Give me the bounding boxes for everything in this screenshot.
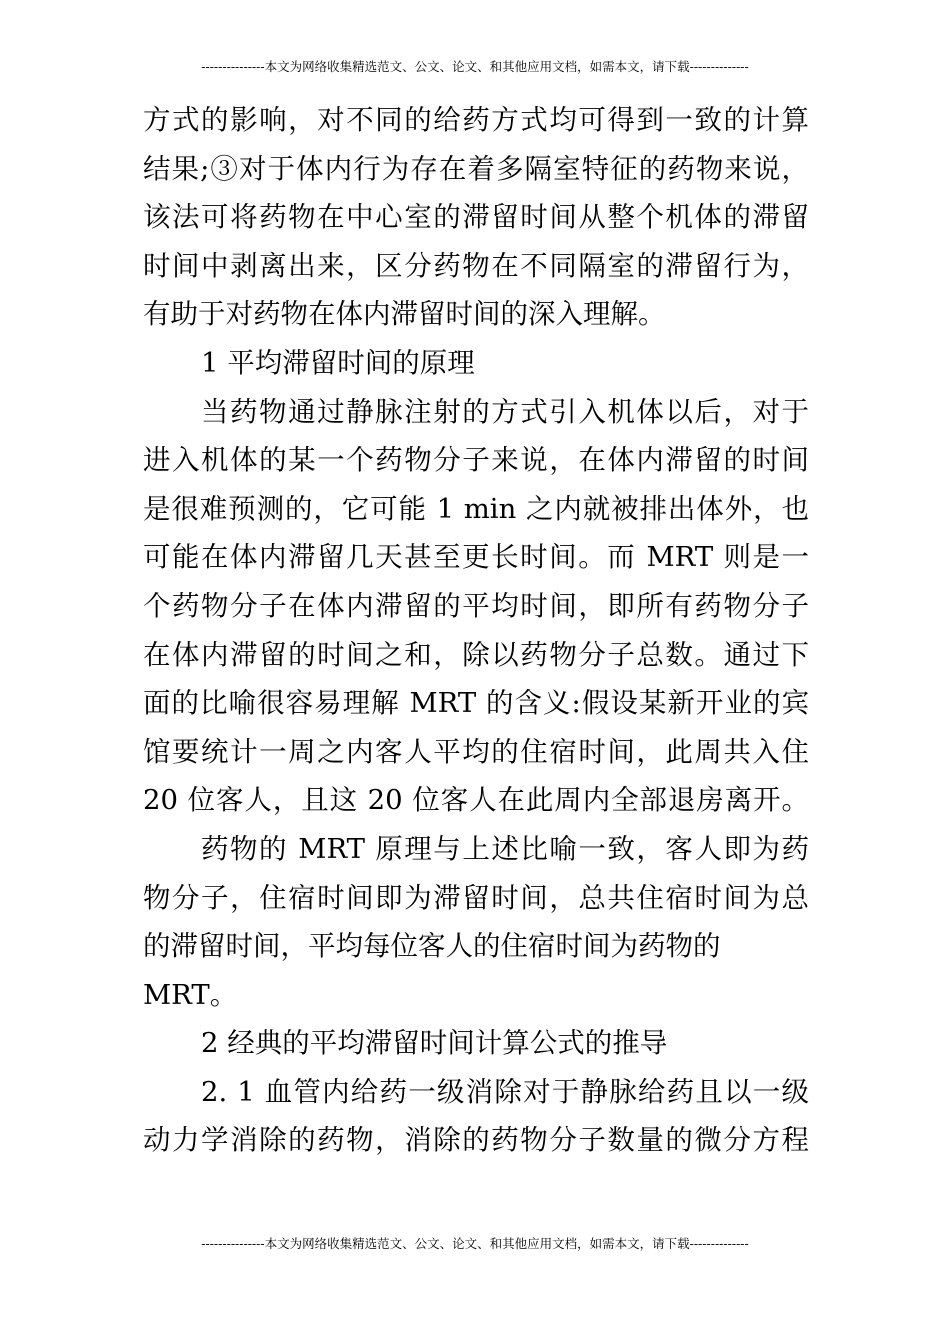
text-line: 有助于对药物在体内滞留时间的深入理解。: [143, 298, 666, 331]
text-line: 进入机体的某一个药物分子来说，在体内滞留的时间: [143, 444, 809, 477]
text-line: 是很难预测的，它可能 1 min 之内就被排出体外，也: [143, 492, 809, 525]
section-heading-1: 1 平均滞留时间的原理: [201, 346, 475, 379]
page-header-banner: ---------------本文为网络收集精选范文、公文、论文、和其他应用文档，如需本文，请下载--------------: [201, 59, 749, 74]
text-line: 面的比喻很容易理解 MRT 的含义:假设某新开业的宾: [143, 687, 809, 720]
text-line: 药物的 MRT 原理与上述比喻一致，客人即为药: [201, 832, 809, 865]
text-line: 的滞留时间，平均每位客人的住宿时间为药物的: [143, 930, 721, 963]
text-line: MRT。: [143, 978, 238, 1011]
text-line: 物分子，住宿时间即为滞留时间，总共住宿时间为总: [143, 881, 809, 914]
text-line: 时间中剥离出来，区分药物在不同隔室的滞留行为，: [143, 249, 809, 282]
text-line: 当药物通过静脉注射的方式引入机体以后，对于: [201, 395, 809, 428]
section-heading-2: 2 经典的平均滞留时间计算公式的推导: [201, 1027, 668, 1060]
text-line: 方式的影响，对不同的给药方式均可得到一致的计算: [143, 104, 809, 136]
page-footer-banner: ---------------本文为网络收集精选范文、公文、论文、和其他应用文档，如需本文，请下载--------------: [201, 1236, 749, 1251]
subsection-heading-2-1: 2. 1 血管内给药一级消除对于静脉给药且以一级: [201, 1075, 809, 1108]
document-body: [143, 96, 809, 1165]
text-line: 动力学消除的药物，消除的药物分子数量的微分方程: [143, 1124, 809, 1157]
text-line: 馆要统计一周之内客人平均的住宿时间，此周共入住: [143, 735, 809, 768]
text-line: 在体内滞留的时间之和，除以药物分子总数。通过下: [143, 638, 809, 671]
text-line: 结果;③对于体内行为存在着多隔室特征的药物来说，: [143, 152, 809, 185]
text-line: 个药物分子在体内滞留的平均时间，即所有药物分子: [143, 589, 809, 622]
text-line: 20 位客人，且这 20 位客人在此周内全部退房离开。: [143, 784, 809, 817]
text-line: 该法可将药物在中心室的滞留时间从整个机体的滞留: [143, 201, 809, 234]
text-line: 可能在体内滞留几天甚至更长时间。而 MRT 则是一: [143, 541, 809, 574]
